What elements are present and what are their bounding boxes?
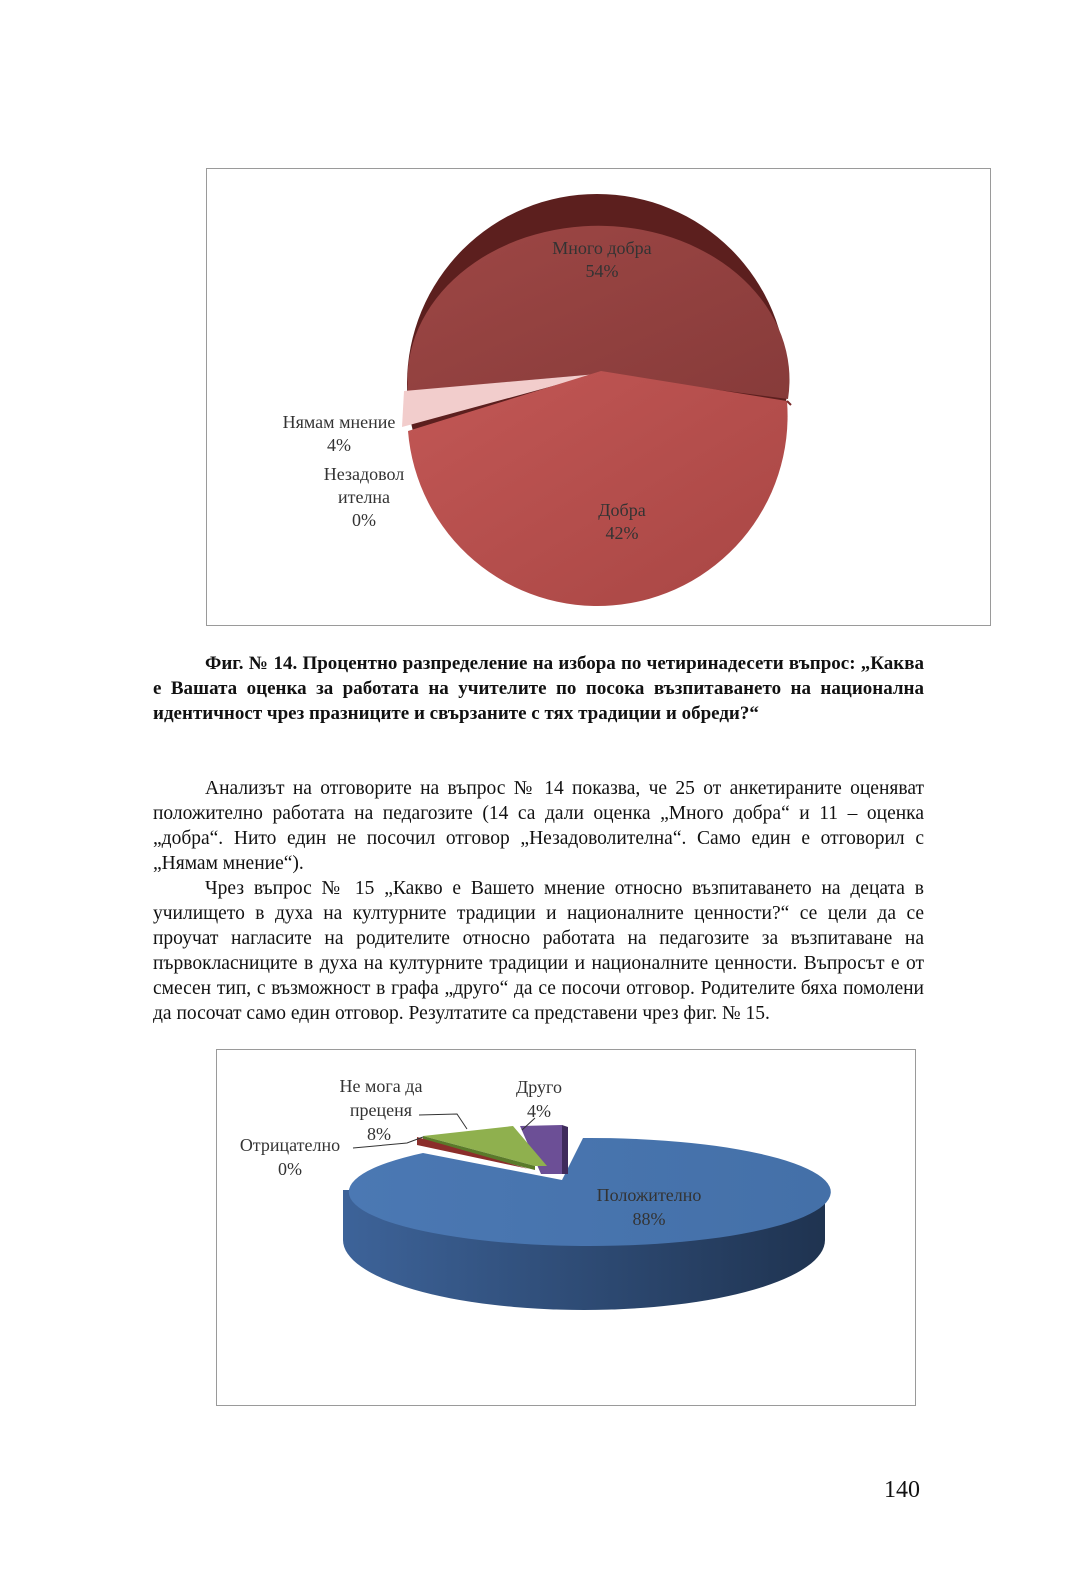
label-mnogo-dobra-name: Много добра [552, 238, 652, 258]
figure-14-pie-chart [206, 168, 991, 626]
pie-slice-polozhitelno [349, 1138, 831, 1246]
page-number: 140 [884, 1477, 920, 1503]
paragraph-question-15: Чрез въпрос № 15 „Какво е Вашето мнение относно възпитаването на децата в училището в духа на културните традиции и националните ценности?“ се цели да се проучат нагласите на родителите относно работата на педагозите за възпитаване на първокласниците в духа на културните традиции и националните ценности. Въпросът е от смесен тип, с възможност в графа „друго“ да се посочи отговор. Родителите бяха помолени да посочат само един отговор. Резултатите са представени чрез фиг. № 15. [153, 878, 924, 1024]
label-dobra-name: Добра [598, 500, 646, 520]
label-otritsatelno-name: Отрицателно [239, 1135, 341, 1155]
label-drugo-name: Друго [516, 1077, 562, 1097]
figure-15-pie-svg [217, 1050, 915, 1405]
label-ne-moga-value: 8% [367, 1124, 391, 1144]
figure-14-caption-text: Фиг. № 14. Процентно разпределение на избора по четиринадесети въпрос: „Каква е Вашата оценка за работата на учителите по посока възпитаването на национална идентичност чрез празниците и свързаните с тях традиции и обреди?“ [153, 653, 924, 724]
label-drugo-value: 4% [527, 1101, 551, 1121]
label-polozhitelno-name: Положително [596, 1185, 702, 1205]
label-nezadovolitelna-line2: ителна [337, 487, 391, 507]
label-nyamam-mnenie-value: 4% [327, 435, 351, 455]
label-mnogo-dobra-value: 54% [585, 261, 619, 281]
figure-14-caption [153, 651, 924, 726]
label-nezadovolitelna-line1: Незадовол [323, 464, 405, 484]
paragraph-analysis-q14: Анализът на отговорите на въпрос № 14 показва, че 25 от анкетираните оценяват положително работата на педагозите (14 са дали оценка „Много добра“ и 11 – оценка „добра“. Нито един не посочил отговор „Незадоволителна“. Само един е отговорил с „Нямам мнение“). [153, 778, 924, 874]
label-nyamam-mnenie-name: Нямам мнение [282, 412, 396, 432]
label-otritsatelno-value: 0% [278, 1159, 302, 1179]
label-dobra-value: 42% [605, 523, 639, 543]
label-polozhitelno-value: 88% [632, 1209, 666, 1229]
label-ne-moga-line2: преценя [349, 1100, 413, 1120]
leader-line-ne-moga [419, 1114, 467, 1129]
label-nezadovolitelna-value: 0% [352, 510, 376, 530]
figure-15-pie-chart [216, 1049, 916, 1406]
figure-14-pie-svg [207, 169, 990, 625]
label-ne-moga-line1: Не мога да [339, 1076, 423, 1096]
